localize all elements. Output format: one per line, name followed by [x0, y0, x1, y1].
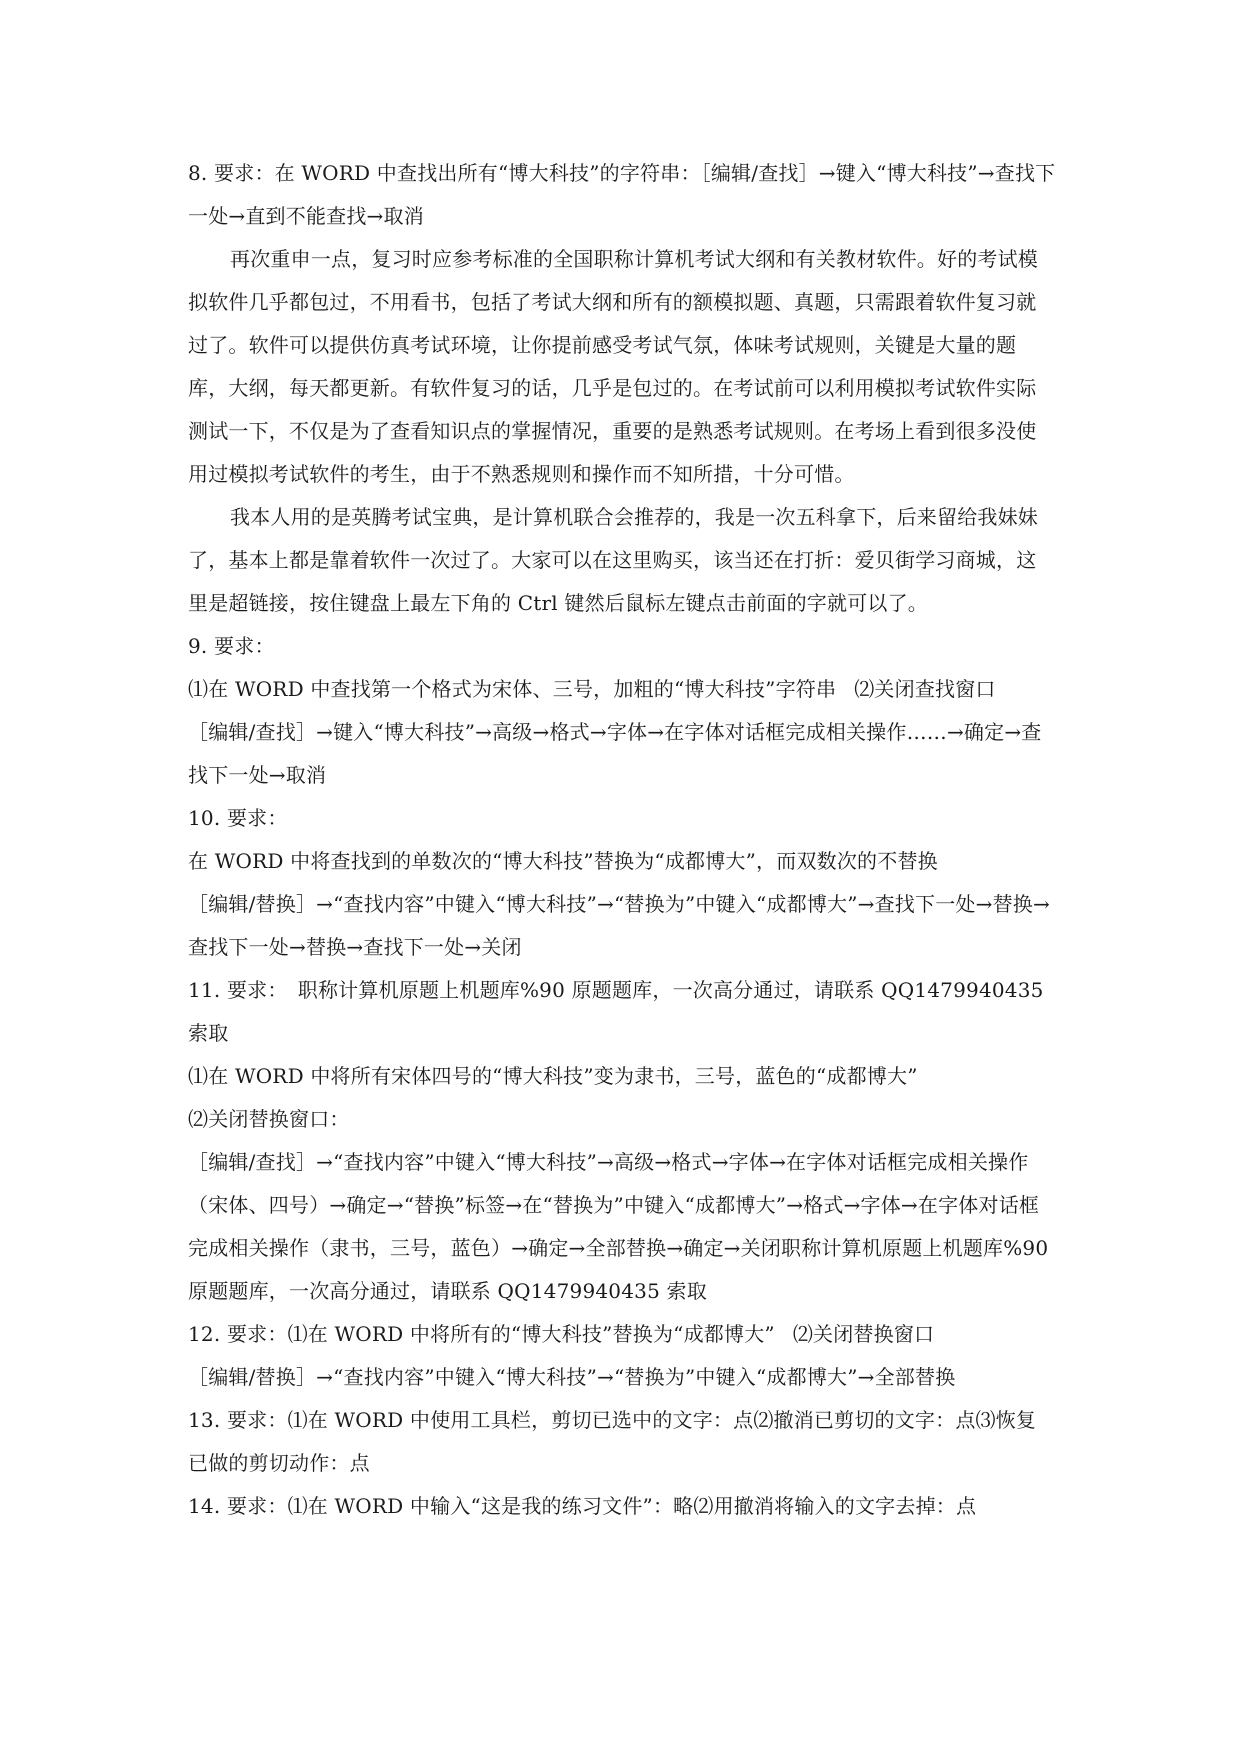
software-recommendation-paragraph: 我本人用的是英腾考试宝典，是计算机联合会推荐的，我是一次五科拿下，后来留给我妹妹了，基本上都是靠着软件一次过了。大家可以在这里购买，该当还在打折：爱贝街学习商城，这里是超链接，按住键盘上最左下角的 Ctrl 键然后鼠标左键点击前面的字就可以了。	[188, 505, 1038, 615]
study-advice-paragraph: 再次重申一点，复习时应参考标准的全国职称计算机考试大纲和有关教材软件。好的考试模拟软件几乎都包过，不用看书，包括了考试大纲和所有的额模拟题、真题，只需跟着软件复习就过了。软件可以提供仿真考试环境，让你提前感受考试气氛，体味考试规则，关键是大量的题库，大纲，每天都更新。有软件复习的话，几乎是包过的。在考试前可以利用模拟考试软件实际测试一下，不仅是为了查看知识点的掌握情况，重要的是熟悉考试规则。在考场上看到很多没使用过模拟考试软件的考生，由于不熟悉规则和操作而不知所措，十分可惜。	[188, 247, 1038, 486]
item-9-task-1: ⑴在 WORD 中查找第一个格式为宋体、三号，加粗的“博大科技”字符串	[188, 677, 837, 701]
item-12-task-2: ⑵关闭替换窗口	[792, 1322, 935, 1346]
item-9-heading: 9. 要求：	[188, 634, 275, 658]
item-14-requirement: 14. 要求：⑴在 WORD 中输入“这是我的练习文件”：略⑵用撤消将输入的文字去掉：点	[188, 1494, 977, 1518]
item-11-steps: ［编辑/查找］→“查找内容”中键入“博大科技”→高级→格式→字体→在字体对话框完成相关操作（宋体、四号）→确定→“替换”标签→在“替换为”中键入“成都博大”→格式→字体→在字体对话框完成相关操作（隶书，三号，蓝色）→确定→全部替换→确定→关闭职称计算机原题上机题库%90 原题题库，一次高分通过，请联系 QQ1479940435 索取	[188, 1150, 1049, 1303]
item-13-requirement: 13. 要求：⑴在 WORD 中使用工具栏，剪切已选中的文字：点⑵撤消已剪切的文字：点⑶恢复已做的剪切动作：点	[188, 1408, 1037, 1475]
item-10-heading: 10. 要求：	[188, 806, 288, 830]
item-10-steps: ［编辑/替换］→“查找内容”中键入“博大科技”→“替换为”中键入“成都博大”→查找下一处→替换→查找下一处→替换→查找下一处→关闭	[188, 892, 1050, 959]
item-12-line	[188, 1313, 1056, 1356]
item-11-heading: 11. 要求： 职称计算机原题上机题库%90 原题题库，一次高分通过，请联系 QQ1479940435 索取	[188, 978, 1044, 1045]
item-9-task-2: ⑵关闭查找窗口	[854, 677, 996, 701]
item-8-requirement: 8. 要求：在 WORD 中查找出所有“博大科技”的字符串：［编辑/查找］→键入“博大科技”→查找下一处→直到不能查找→取消	[188, 161, 1056, 228]
item-12-task-1: 12. 要求：⑴在 WORD 中将所有的“博大科技”替换为“成都博大”	[188, 1322, 775, 1346]
item-9-steps: ［编辑/查找］→键入“博大科技”→高级→格式→字体→在字体对话框完成相关操作……→确定→查找下一处→取消	[188, 720, 1042, 787]
item-11-task-1: ⑴在 WORD 中将所有宋体四号的“博大科技”变为隶书，三号，蓝色的“成都博大”	[188, 1064, 918, 1088]
item-9-task-line	[188, 668, 1056, 711]
item-12-steps: ［编辑/替换］→“查找内容”中键入“博大科技”→“替换为”中键入“成都博大”→全部替换	[188, 1365, 956, 1389]
document-body	[188, 152, 1056, 1528]
item-11-task-2: ⑵关闭替换窗口：	[188, 1107, 350, 1131]
item-10-task: 在 WORD 中将查找到的单数次的“博大科技”替换为“成都博大”，而双数次的不替换	[188, 849, 938, 873]
